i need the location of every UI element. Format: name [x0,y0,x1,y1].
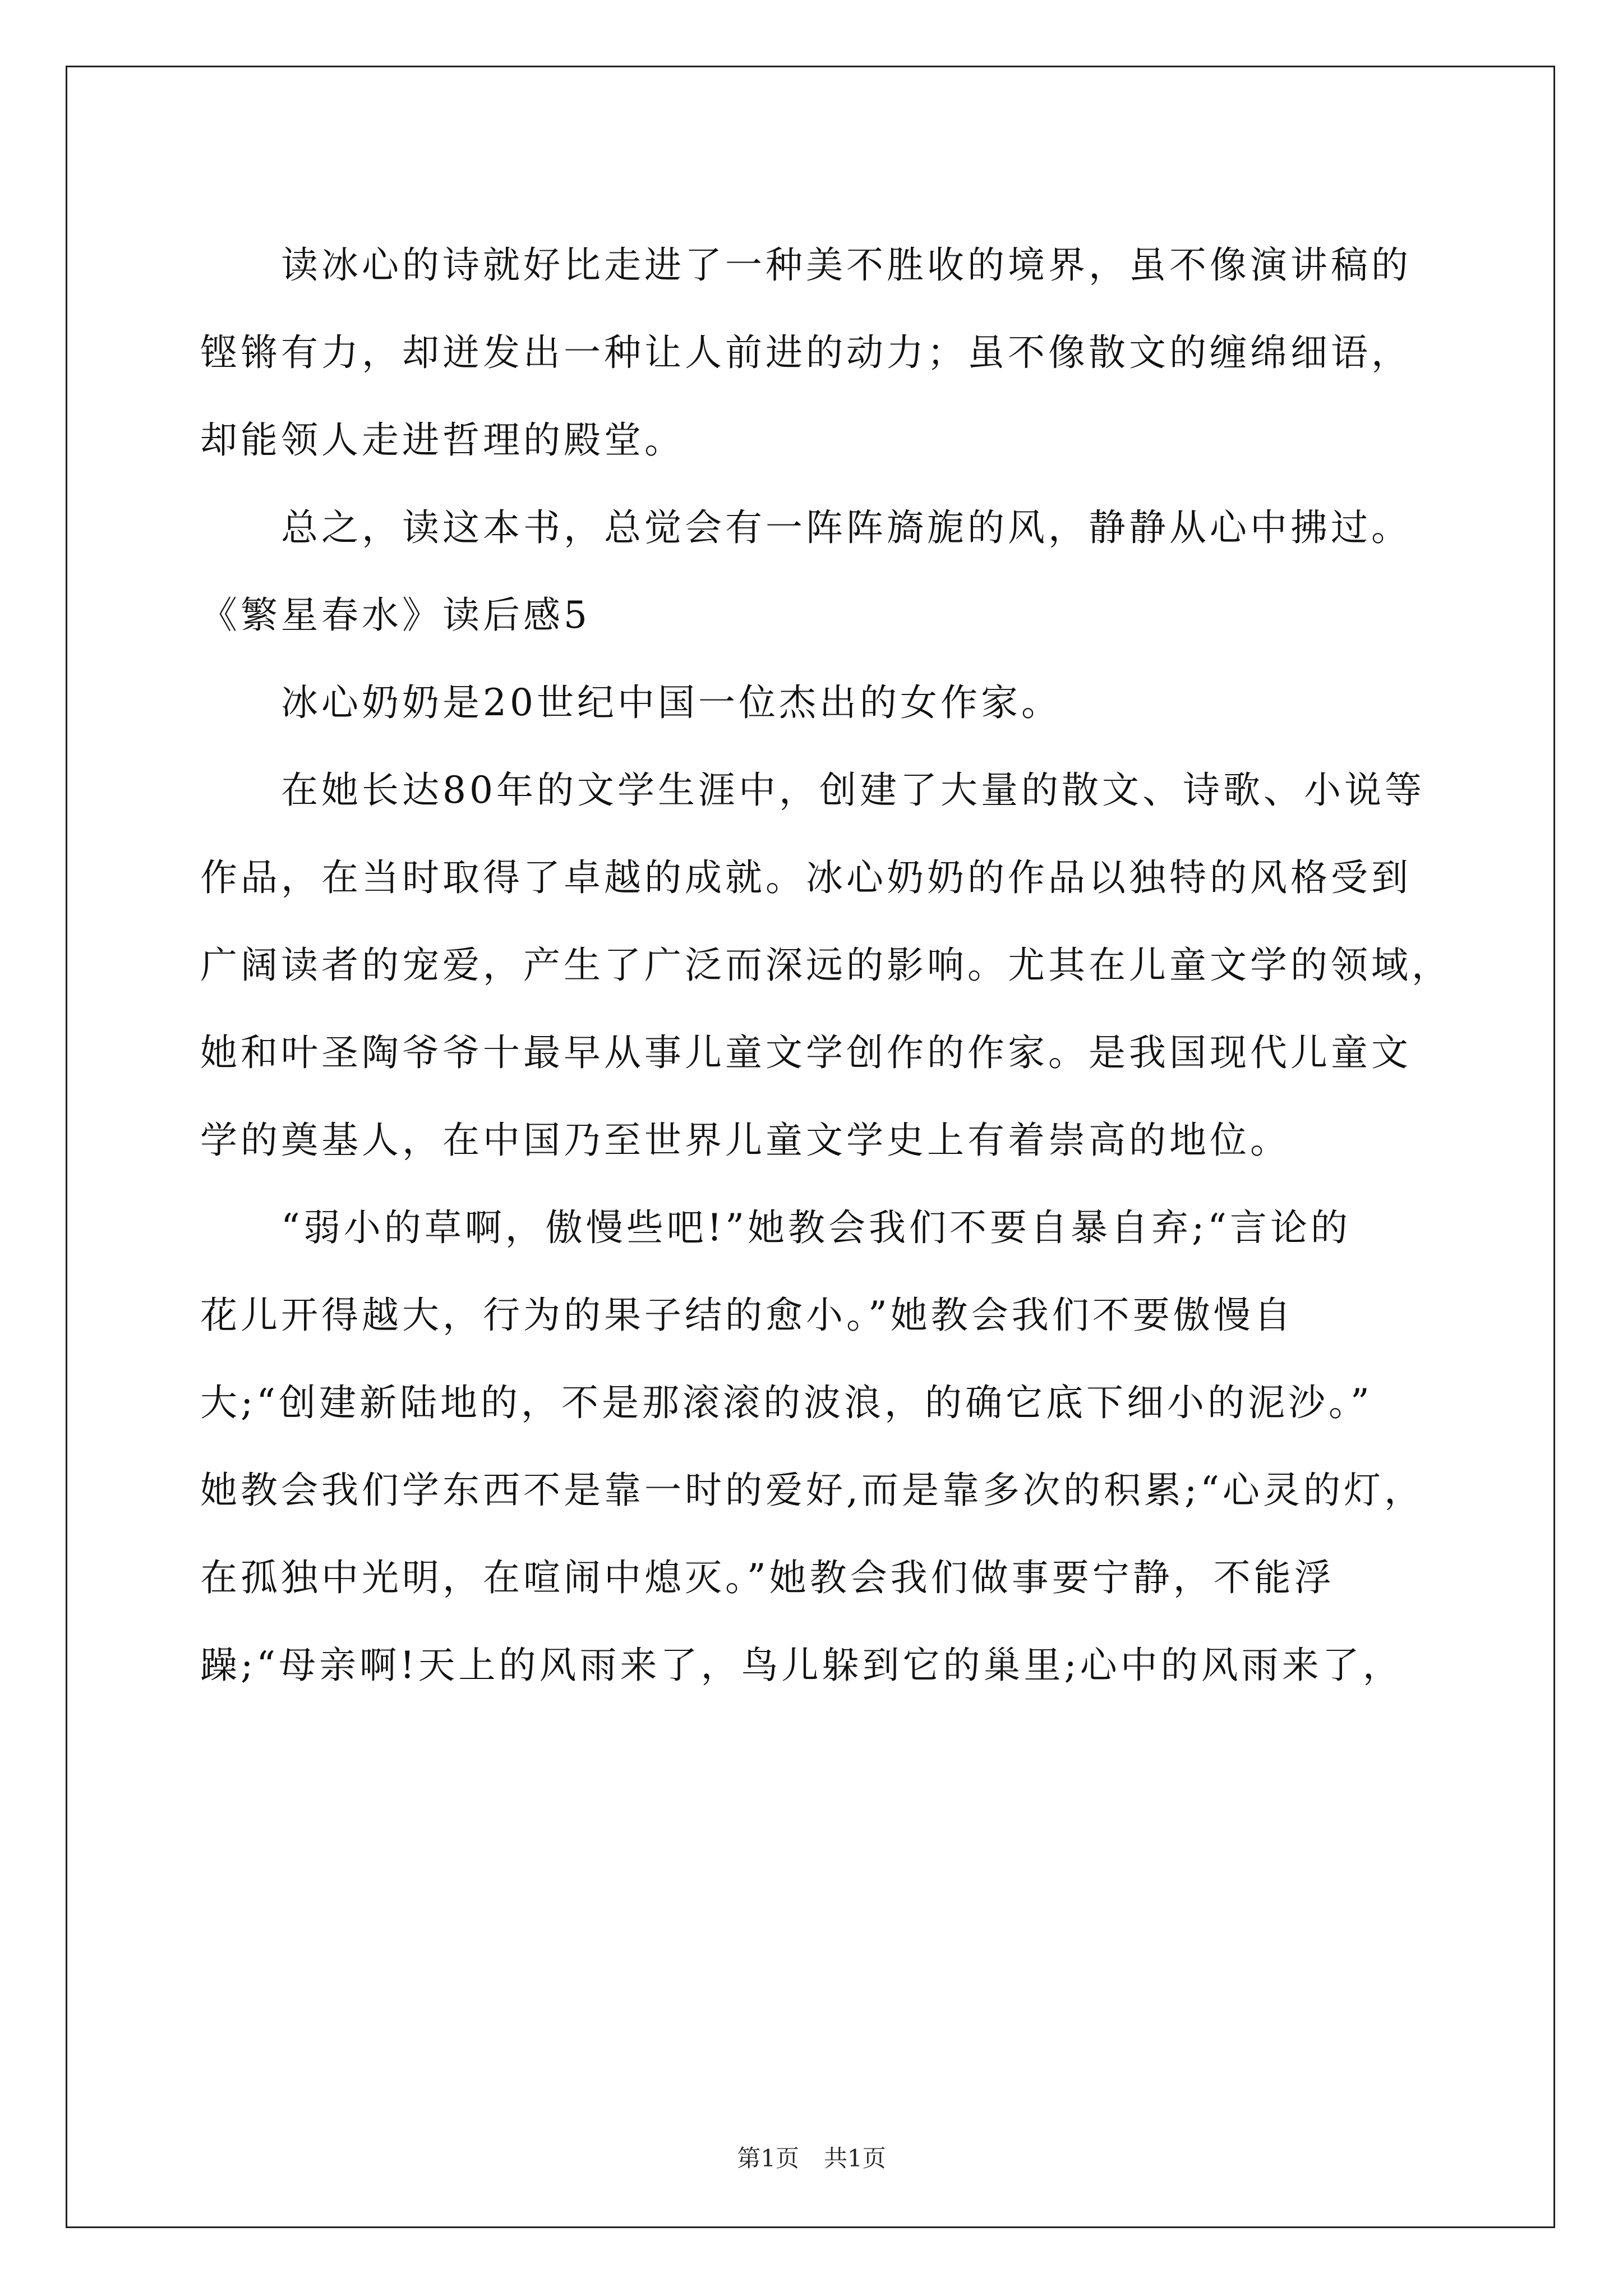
paragraph-line: “弱小的草啊，傲慢些吧!”她教会我们不要自暴自弃;“言论的 [281,1206,1351,1249]
section-title: 《繁星春水》读后感5 [200,593,591,637]
paragraph-line: 冰心奶奶是20世纪中国一位杰出的女作家。 [281,681,1062,724]
paragraph-line: 铿锵有力，却迸发出一种让人前进的动力；虽不像散文的缠绵细语， [200,331,1412,374]
paragraph-line: 读冰心的诗就好比走进了一种美不胜收的境界，虽不像演讲稿的 [281,243,1412,287]
paragraph-line: 花儿开得越大，行为的果子结的愈小。”她教会我们不要傲慢自 [200,1294,1294,1337]
document-body [200,222,1452,1709]
paragraph-line: 作品，在当时取得了卓越的成就。冰心奶奶的作品以独特的风格受到 [200,856,1412,899]
page-total: 共1页 [824,2145,886,2172]
paragraph-line: 学的奠基人，在中国乃至世界儿童文学史上有着崇高的地位。 [200,1119,1290,1162]
paragraph-line: 大;“创建新陆地的，不是那滚滚的波浪，的确它底下细小的泥沙。” [200,1381,1373,1424]
paragraph-line: 在她长达80年的文学生涯中，创建了大量的散文、诗歌、小说等 [281,769,1425,812]
page-number: 第1页 [737,2145,799,2172]
paragraph-line: 她和叶圣陶爷爷十最早从事儿童文学创作的作家。是我国现代儿童文 [200,1031,1412,1074]
paragraph-line: 在孤独中光明，在喧闹中熄灭。”她教会我们做事要宁静，不能浮 [200,1556,1335,1599]
paragraph-line: 总之，读这本书，总觉会有一阵阵旖旎的风，静静从心中拂过。 [281,506,1412,549]
page-footer [0,2143,1623,2174]
paragraph-line: 却能领人走进哲理的殿堂。 [200,418,685,462]
paragraph-line: 躁;“母亲啊!天上的风雨来了，鸟儿躲到它的巢里;心中的风雨来了， [200,1644,1403,1687]
paragraph-line: 广阔读者的宠爱，产生了广泛而深远的影响。尤其在儿童文学的领域， [200,944,1452,987]
paragraph-line: 她教会我们学东西不是靠一时的爱好,而是靠多次的积累;“心灵的灯， [200,1469,1424,1512]
